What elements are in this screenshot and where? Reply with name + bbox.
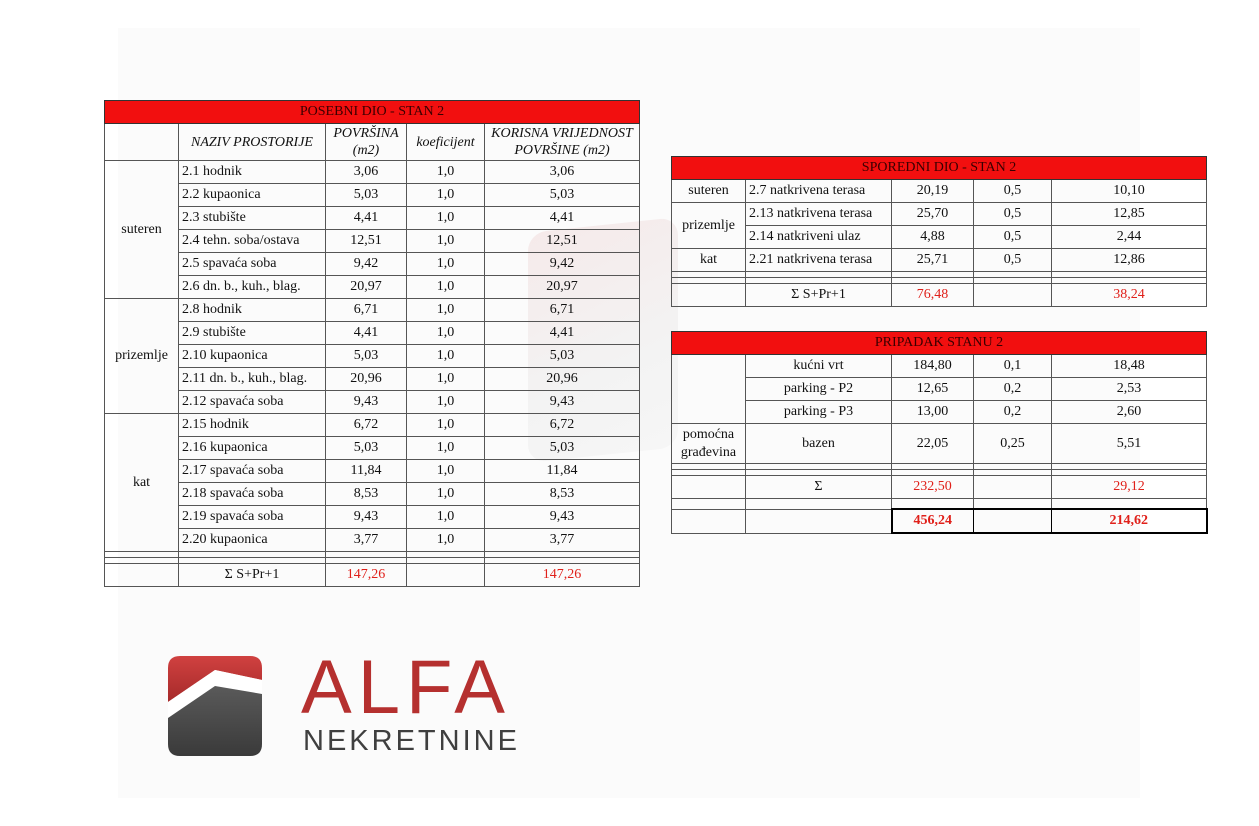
total-area: 232,50 <box>892 476 974 499</box>
empty-cell <box>672 476 746 499</box>
table-title: SPOREDNI DIO - STAN 2 <box>672 157 1207 180</box>
room-coef: 1,0 <box>407 483 485 506</box>
table-title: POSEBNI DIO - STAN 2 <box>105 101 640 124</box>
table-row <box>105 253 640 276</box>
room-coef: 0,5 <box>974 203 1052 226</box>
group-label: kat <box>672 249 746 272</box>
item-useful: 5,51 <box>1052 424 1207 464</box>
room-area: 4,41 <box>326 322 407 345</box>
table-row <box>672 424 1207 464</box>
room-useful: 4,41 <box>485 207 640 230</box>
logo-subtitle: NEKRETNINE <box>303 725 520 757</box>
room-name: 2.2 kupaonica <box>179 184 326 207</box>
room-name: 2.11 dn. b., kuh., blag. <box>179 368 326 391</box>
room-useful: 9,43 <box>485 506 640 529</box>
room-useful: 20,96 <box>485 368 640 391</box>
room-coef: 1,0 <box>407 230 485 253</box>
room-name: 2.21 natkrivena terasa <box>746 249 892 272</box>
grand-total-useful: 214,62 <box>1052 509 1207 533</box>
room-useful: 9,42 <box>485 253 640 276</box>
room-coef: 1,0 <box>407 506 485 529</box>
total-row <box>672 476 1207 499</box>
room-name: 2.1 hodnik <box>179 161 326 184</box>
room-useful: 3,06 <box>485 161 640 184</box>
room-name: 2.7 natkrivena terasa <box>746 180 892 203</box>
room-coef: 1,0 <box>407 276 485 299</box>
table-row <box>105 460 640 483</box>
house-roof-icon <box>166 650 264 758</box>
room-area: 3,06 <box>326 161 407 184</box>
item-coef: 0,2 <box>974 401 1052 424</box>
room-area: 8,53 <box>326 483 407 506</box>
room-coef: 1,0 <box>407 529 485 552</box>
room-useful: 5,03 <box>485 184 640 207</box>
room-name: 2.9 stubište <box>179 322 326 345</box>
group-label: suteren <box>105 161 179 299</box>
room-area: 9,43 <box>326 506 407 529</box>
room-coef: 1,0 <box>407 460 485 483</box>
room-useful: 20,97 <box>485 276 640 299</box>
table-row <box>105 299 640 322</box>
room-coef: 0,5 <box>974 249 1052 272</box>
table-row <box>105 368 640 391</box>
room-useful: 4,41 <box>485 322 640 345</box>
table-row <box>672 401 1207 424</box>
room-useful: 8,53 <box>485 483 640 506</box>
group-label: prizemlje <box>105 299 179 414</box>
room-area: 25,71 <box>892 249 974 272</box>
total-row <box>105 564 640 587</box>
room-area: 9,43 <box>326 391 407 414</box>
room-area: 6,71 <box>326 299 407 322</box>
table-title: PRIPADAK STANU 2 <box>672 332 1207 355</box>
item-area: 184,80 <box>892 355 974 378</box>
total-area: 76,48 <box>892 284 974 307</box>
total-useful: 38,24 <box>1052 284 1207 307</box>
room-name: 2.5 spavaća soba <box>179 253 326 276</box>
room-area: 4,41 <box>326 207 407 230</box>
sporedni-dio-table <box>671 156 1207 307</box>
table-row <box>105 437 640 460</box>
empty-cell <box>746 509 892 533</box>
table-row <box>672 203 1207 226</box>
table-row <box>105 276 640 299</box>
pripadak-table <box>671 331 1208 534</box>
column-header-coef: koeficijent <box>407 124 485 161</box>
column-header-name: NAZIV PROSTORIJE <box>179 124 326 161</box>
total-row <box>672 284 1207 307</box>
room-useful: 3,77 <box>485 529 640 552</box>
room-area: 3,77 <box>326 529 407 552</box>
room-coef: 0,5 <box>974 226 1052 249</box>
room-useful: 12,51 <box>485 230 640 253</box>
room-useful: 2,44 <box>1052 226 1207 249</box>
table-row <box>105 345 640 368</box>
room-name: 2.6 dn. b., kuh., blag. <box>179 276 326 299</box>
room-useful: 6,71 <box>485 299 640 322</box>
logo-text <box>301 645 520 757</box>
logo-name: ALFA <box>301 645 511 730</box>
group-label: kat <box>105 414 179 552</box>
column-header-area: POVRŠINA (m2) <box>326 124 407 161</box>
item-useful: 18,48 <box>1052 355 1207 378</box>
item-area: 12,65 <box>892 378 974 401</box>
room-useful: 9,43 <box>485 391 640 414</box>
room-coef: 1,0 <box>407 391 485 414</box>
empty-cell <box>974 284 1052 307</box>
table-row <box>105 391 640 414</box>
item-coef: 0,25 <box>974 424 1052 464</box>
group-label: suteren <box>672 180 746 203</box>
room-area: 20,96 <box>326 368 407 391</box>
table-row <box>105 506 640 529</box>
table-row <box>105 414 640 437</box>
group-label: prizemlje <box>672 203 746 249</box>
room-coef: 1,0 <box>407 414 485 437</box>
room-name: 2.14 natkriveni ulaz <box>746 226 892 249</box>
empty-cell <box>407 564 485 587</box>
room-coef: 1,0 <box>407 368 485 391</box>
item-useful: 2,53 <box>1052 378 1207 401</box>
empty-header-cell <box>105 124 179 161</box>
room-useful: 11,84 <box>485 460 640 483</box>
empty-cell <box>974 476 1052 499</box>
item-coef: 0,1 <box>974 355 1052 378</box>
table-row <box>672 355 1207 378</box>
total-label: Σ <box>746 476 892 499</box>
total-area: 147,26 <box>326 564 407 587</box>
room-name: 2.13 natkrivena terasa <box>746 203 892 226</box>
column-header-useful: KORISNA VRIJEDNOST POVRŠINE (m2) <box>485 124 640 161</box>
room-area: 20,19 <box>892 180 974 203</box>
room-name: 2.17 spavaća soba <box>179 460 326 483</box>
item-useful: 2,60 <box>1052 401 1207 424</box>
room-name: 2.20 kupaonica <box>179 529 326 552</box>
table-row <box>105 207 640 230</box>
item-area: 22,05 <box>892 424 974 464</box>
room-name: 2.4 tehn. soba/ostava <box>179 230 326 253</box>
item-name: parking - P2 <box>746 378 892 401</box>
room-useful: 12,86 <box>1052 249 1207 272</box>
room-name: 2.10 kupaonica <box>179 345 326 368</box>
total-useful: 147,26 <box>485 564 640 587</box>
room-name: 2.3 stubište <box>179 207 326 230</box>
room-coef: 0,5 <box>974 180 1052 203</box>
room-useful: 12,85 <box>1052 203 1207 226</box>
item-name: bazen <box>746 424 892 464</box>
room-name: 2.15 hodnik <box>179 414 326 437</box>
group-label: pomoćna građevina <box>672 424 746 464</box>
room-coef: 1,0 <box>407 345 485 368</box>
posebni-dio-table <box>104 100 640 587</box>
table-row <box>105 529 640 552</box>
total-label: Σ S+Pr+1 <box>746 284 892 307</box>
item-area: 13,00 <box>892 401 974 424</box>
room-area: 12,51 <box>326 230 407 253</box>
item-coef: 0,2 <box>974 378 1052 401</box>
table-row <box>672 226 1207 249</box>
room-useful: 6,72 <box>485 414 640 437</box>
table-row <box>105 322 640 345</box>
empty-cell <box>974 509 1052 533</box>
room-area: 11,84 <box>326 460 407 483</box>
room-coef: 1,0 <box>407 253 485 276</box>
table-row <box>672 249 1207 272</box>
empty-cell <box>672 355 746 424</box>
table-row <box>105 483 640 506</box>
total-useful: 29,12 <box>1052 476 1207 499</box>
room-useful: 5,03 <box>485 345 640 368</box>
item-name: parking - P3 <box>746 401 892 424</box>
room-coef: 1,0 <box>407 161 485 184</box>
table-row <box>672 378 1207 401</box>
room-area: 4,88 <box>892 226 974 249</box>
room-area: 9,42 <box>326 253 407 276</box>
table-row <box>105 230 640 253</box>
total-label: Σ S+Pr+1 <box>179 564 326 587</box>
room-coef: 1,0 <box>407 322 485 345</box>
room-name: 2.16 kupaonica <box>179 437 326 460</box>
table-row <box>105 161 640 184</box>
room-useful: 5,03 <box>485 437 640 460</box>
room-area: 5,03 <box>326 345 407 368</box>
empty-cell <box>672 284 746 307</box>
room-coef: 1,0 <box>407 437 485 460</box>
table-row <box>105 184 640 207</box>
item-name: kućni vrt <box>746 355 892 378</box>
room-useful: 10,10 <box>1052 180 1207 203</box>
empty-cell <box>672 509 746 533</box>
grand-total-row <box>672 509 1207 533</box>
room-coef: 1,0 <box>407 207 485 230</box>
table-row <box>672 180 1207 203</box>
room-name: 2.8 hodnik <box>179 299 326 322</box>
room-area: 5,03 <box>326 184 407 207</box>
grand-total-area: 456,24 <box>892 509 974 533</box>
room-name: 2.12 spavaća soba <box>179 391 326 414</box>
room-name: 2.19 spavaća soba <box>179 506 326 529</box>
room-area: 20,97 <box>326 276 407 299</box>
empty-cell <box>105 564 179 587</box>
room-area: 6,72 <box>326 414 407 437</box>
room-area: 25,70 <box>892 203 974 226</box>
room-name: 2.18 spavaća soba <box>179 483 326 506</box>
room-area: 5,03 <box>326 437 407 460</box>
room-coef: 1,0 <box>407 184 485 207</box>
room-coef: 1,0 <box>407 299 485 322</box>
